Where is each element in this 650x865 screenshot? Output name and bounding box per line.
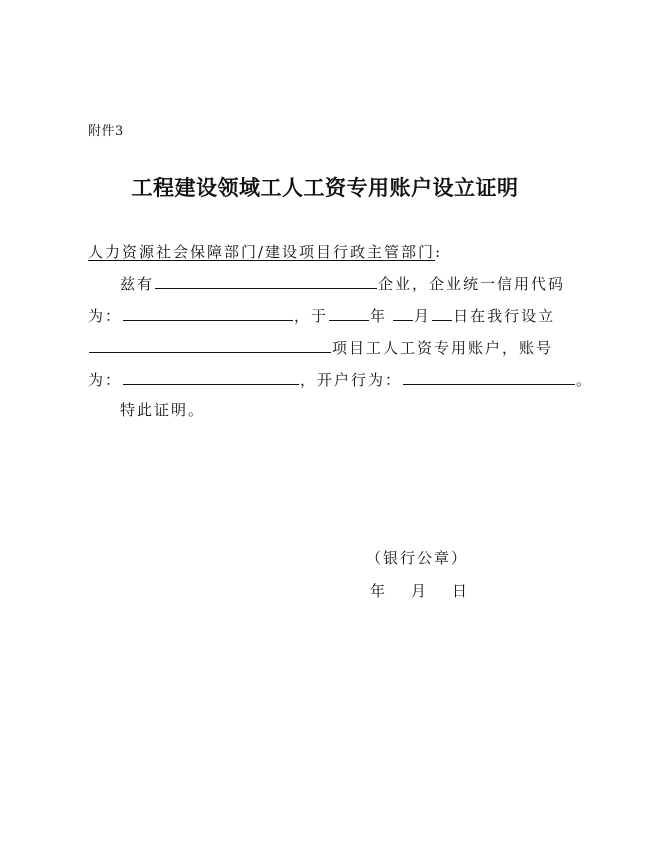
bank-seal-label: （银行公章） [366, 549, 469, 567]
body-line-2 [88, 304, 555, 328]
line2-mid: ，于 [294, 307, 329, 325]
year-blank[interactable] [329, 304, 369, 321]
account-number-blank[interactable] [123, 368, 299, 385]
project-name-blank[interactable] [89, 336, 331, 353]
line2-suffix: 日在我行设立 [453, 307, 556, 325]
date-day: 日 [452, 582, 470, 600]
recipient: 人力资源社会保障部门/建设项目行政主管部门 [88, 243, 436, 261]
closing-text: 特此证明。 [120, 401, 206, 419]
signature-date [370, 580, 469, 601]
line2-month: 月 [414, 307, 432, 325]
month-blank[interactable] [393, 304, 413, 321]
day-blank[interactable] [432, 304, 452, 321]
body-line-3 [88, 336, 553, 360]
closing-line [120, 398, 205, 422]
line4-mid: ，开户行为： [300, 371, 403, 389]
line4-prefix: 为： [88, 371, 123, 389]
line1-prefix: 兹有 [120, 275, 155, 293]
recipient-colon: : [435, 243, 443, 261]
line3-suffix: 项目工人工资专用账户，账号 [332, 339, 554, 357]
line2-prefix: 为： [88, 307, 123, 325]
line4-end: 。 [576, 371, 594, 389]
bank-name-blank[interactable] [403, 368, 575, 385]
line1-suffix: 企业，企业统一信用代码 [378, 275, 566, 293]
date-year: 年 [370, 582, 388, 600]
body-line-4 [88, 368, 593, 392]
date-month: 月 [411, 582, 429, 600]
line2-year: 年 [370, 307, 388, 325]
attachment-label: 附件3 [88, 124, 124, 139]
company-name-blank[interactable] [155, 272, 377, 289]
document-title: 工程建设领域工人工资专用账户设立证明 [131, 175, 519, 200]
credit-code-blank[interactable] [123, 304, 293, 321]
body-line-1 [120, 272, 565, 296]
recipient-line [88, 240, 442, 264]
